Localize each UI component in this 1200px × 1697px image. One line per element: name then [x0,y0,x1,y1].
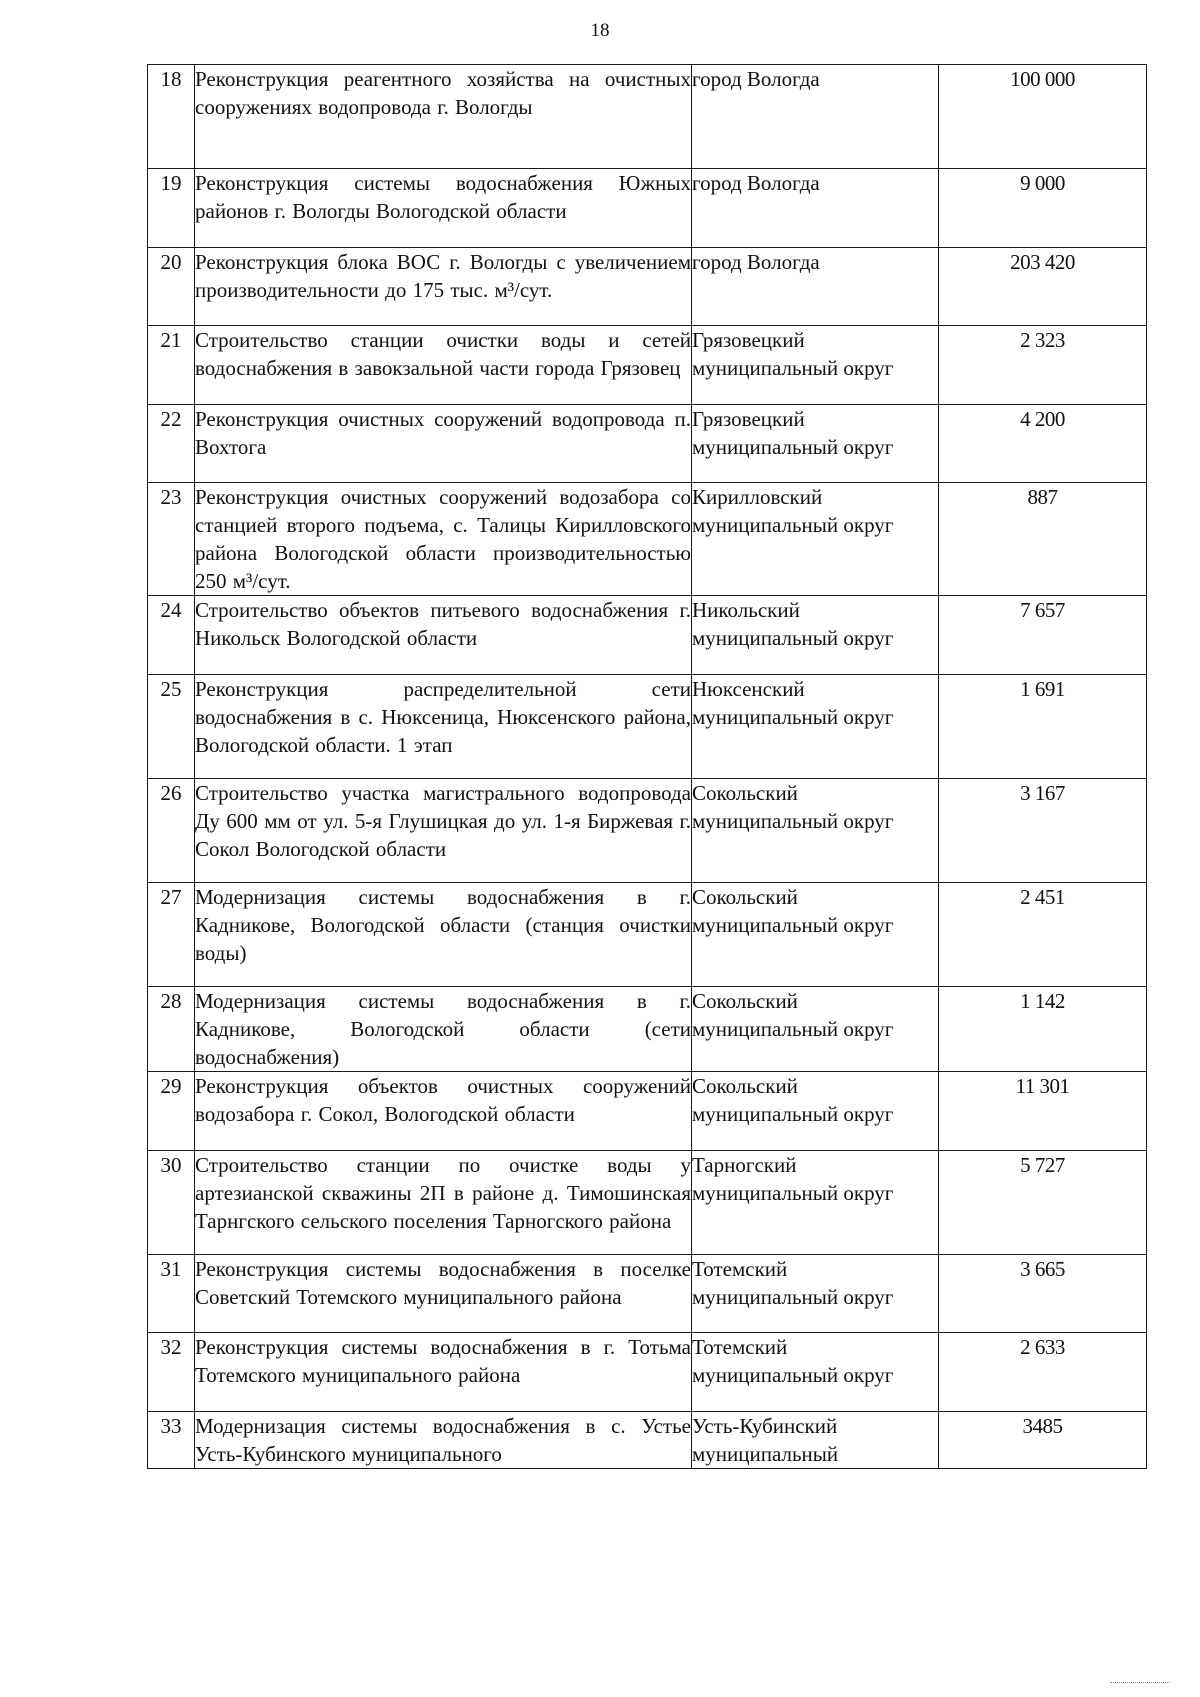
project-description-cell: Строительство участка магистрального водопровода Ду 600 мм от ул. 5-я Глушицкая до ул. 1-я Биржевая г. Сокол Вологодской области [195,779,692,883]
project-description-cell: Строительство объектов питьевого водоснабжения г. Никольск Вологодской области [195,596,692,675]
amount-cell: 5 727 [939,1151,1147,1255]
table-row [148,483,1147,596]
project-description-cell: Модернизация системы водоснабжения в г. Кадникове, Вологодской области (станция очистки воды) [195,883,692,987]
amount-cell: 2 633 [939,1333,1147,1412]
municipality-cell: Никольский муниципальный округ [692,596,939,675]
table-row [148,779,1147,883]
table-row [148,1333,1147,1412]
project-description-cell: Реконструкция распределительной сети водоснабжения в с. Нюксеница, Нюксенского района, Вологодской области. 1 этап [195,675,692,779]
municipality-cell: город Вологда [692,169,939,248]
row-number-cell: 23 [148,483,195,596]
row-number-cell: 22 [148,405,195,483]
municipality-cell: Тотемский муниципальный округ [692,1333,939,1412]
row-number-cell: 27 [148,883,195,987]
amount-cell: 7 657 [939,596,1147,675]
row-number-cell: 20 [148,248,195,326]
project-description-cell: Реконструкция системы водоснабжения Южных районов г. Вологды Вологодской области [195,169,692,248]
project-description-cell: Реконструкция реагентного хозяйства на очистных сооружениях водопровода г. Вологды [195,65,692,169]
project-description-cell: Реконструкция очистных сооружений водопровода п. Вохтога [195,405,692,483]
municipality-cell: Нюксенский муниципальный округ [692,675,939,779]
amount-cell: 2 323 [939,326,1147,405]
table-row [148,987,1147,1072]
municipality-cell: Тарногский муниципальный округ [692,1151,939,1255]
projects-table [147,64,1147,1469]
amount-cell: 3485 [939,1412,1147,1469]
row-number-cell: 29 [148,1072,195,1151]
project-description-cell: Реконструкция объектов очистных сооружений водозабора г. Сокол, Вологодской области [195,1072,692,1151]
row-number-cell: 24 [148,596,195,675]
municipality-cell: Грязовецкий муниципальный округ [692,405,939,483]
amount-cell: 3 167 [939,779,1147,883]
table-row [148,675,1147,779]
row-number-cell: 30 [148,1151,195,1255]
project-description-cell: Строительство станции по очистке воды у артезианской скважины 2П в районе д. Тимошинская Тарнгского сельского поселения Тарногского района [195,1151,692,1255]
project-description-cell: Реконструкция очистных сооружений водозабора со станцией второго подъема, с. Талицы Кирилловского района Вологодской области производительностью 250 м³/сут. [195,483,692,596]
project-description-cell: Реконструкция блока ВОС г. Вологды с увеличением производительности до 175 тыс. м³/сут. [195,248,692,326]
municipality-cell: город Вологда [692,65,939,169]
table-row [148,1151,1147,1255]
row-number-cell: 21 [148,326,195,405]
table-row [148,596,1147,675]
municipality-cell: Сокольский муниципальный округ [692,883,939,987]
amount-cell: 4 200 [939,405,1147,483]
amount-cell: 1 142 [939,987,1147,1072]
row-number-cell: 18 [148,65,195,169]
row-number-cell: 25 [148,675,195,779]
row-number-cell: 26 [148,779,195,883]
table-row [148,326,1147,405]
amount-cell: 2 451 [939,883,1147,987]
municipality-cell: Усть-Кубинский муниципальный [692,1412,939,1469]
amount-cell: 887 [939,483,1147,596]
project-description-cell: Модернизация системы водоснабжения в с. Устье Усть-Кубинского муниципального [195,1412,692,1469]
row-number-cell: 31 [148,1255,195,1333]
table-row [148,1072,1147,1151]
project-description-cell: Реконструкция системы водоснабжения в г. Тотьма Тотемского муниципального района [195,1333,692,1412]
row-number-cell: 28 [148,987,195,1072]
project-description-cell: Реконструкция системы водоснабжения в поселке Советский Тотемского муниципального района [195,1255,692,1333]
amount-cell: 203 420 [939,248,1147,326]
table-row [148,405,1147,483]
row-number-cell: 19 [148,169,195,248]
table-body [148,65,1147,1469]
row-number-cell: 32 [148,1333,195,1412]
table-row [148,883,1147,987]
row-number-cell: 33 [148,1412,195,1469]
municipality-cell: Сокольский муниципальный округ [692,779,939,883]
municipality-cell: Сокольский муниципальный округ [692,987,939,1072]
amount-cell: 1 691 [939,675,1147,779]
table-row [148,1255,1147,1333]
table-row [148,65,1147,169]
scan-artifact [1110,1682,1170,1691]
municipality-cell: Сокольский муниципальный округ [692,1072,939,1151]
amount-cell: 11 301 [939,1072,1147,1151]
municipality-cell: Кирилловский муниципальный округ [692,483,939,596]
municipality-cell: Тотемский муниципальный округ [692,1255,939,1333]
table-row [148,169,1147,248]
table-row [148,1412,1147,1469]
municipality-cell: Грязовецкий муниципальный округ [692,326,939,405]
project-description-cell: Строительство станции очистки воды и сетей водоснабжения в завокзальной части города Грязовец [195,326,692,405]
project-description-cell: Модернизация системы водоснабжения в г. Кадникове, Вологодской области (сети водоснабжения) [195,987,692,1072]
page-number: 18 [590,20,610,41]
municipality-cell: город Вологда [692,248,939,326]
table-row [148,248,1147,326]
amount-cell: 100 000 [939,65,1147,169]
amount-cell: 3 665 [939,1255,1147,1333]
amount-cell: 9 000 [939,169,1147,248]
